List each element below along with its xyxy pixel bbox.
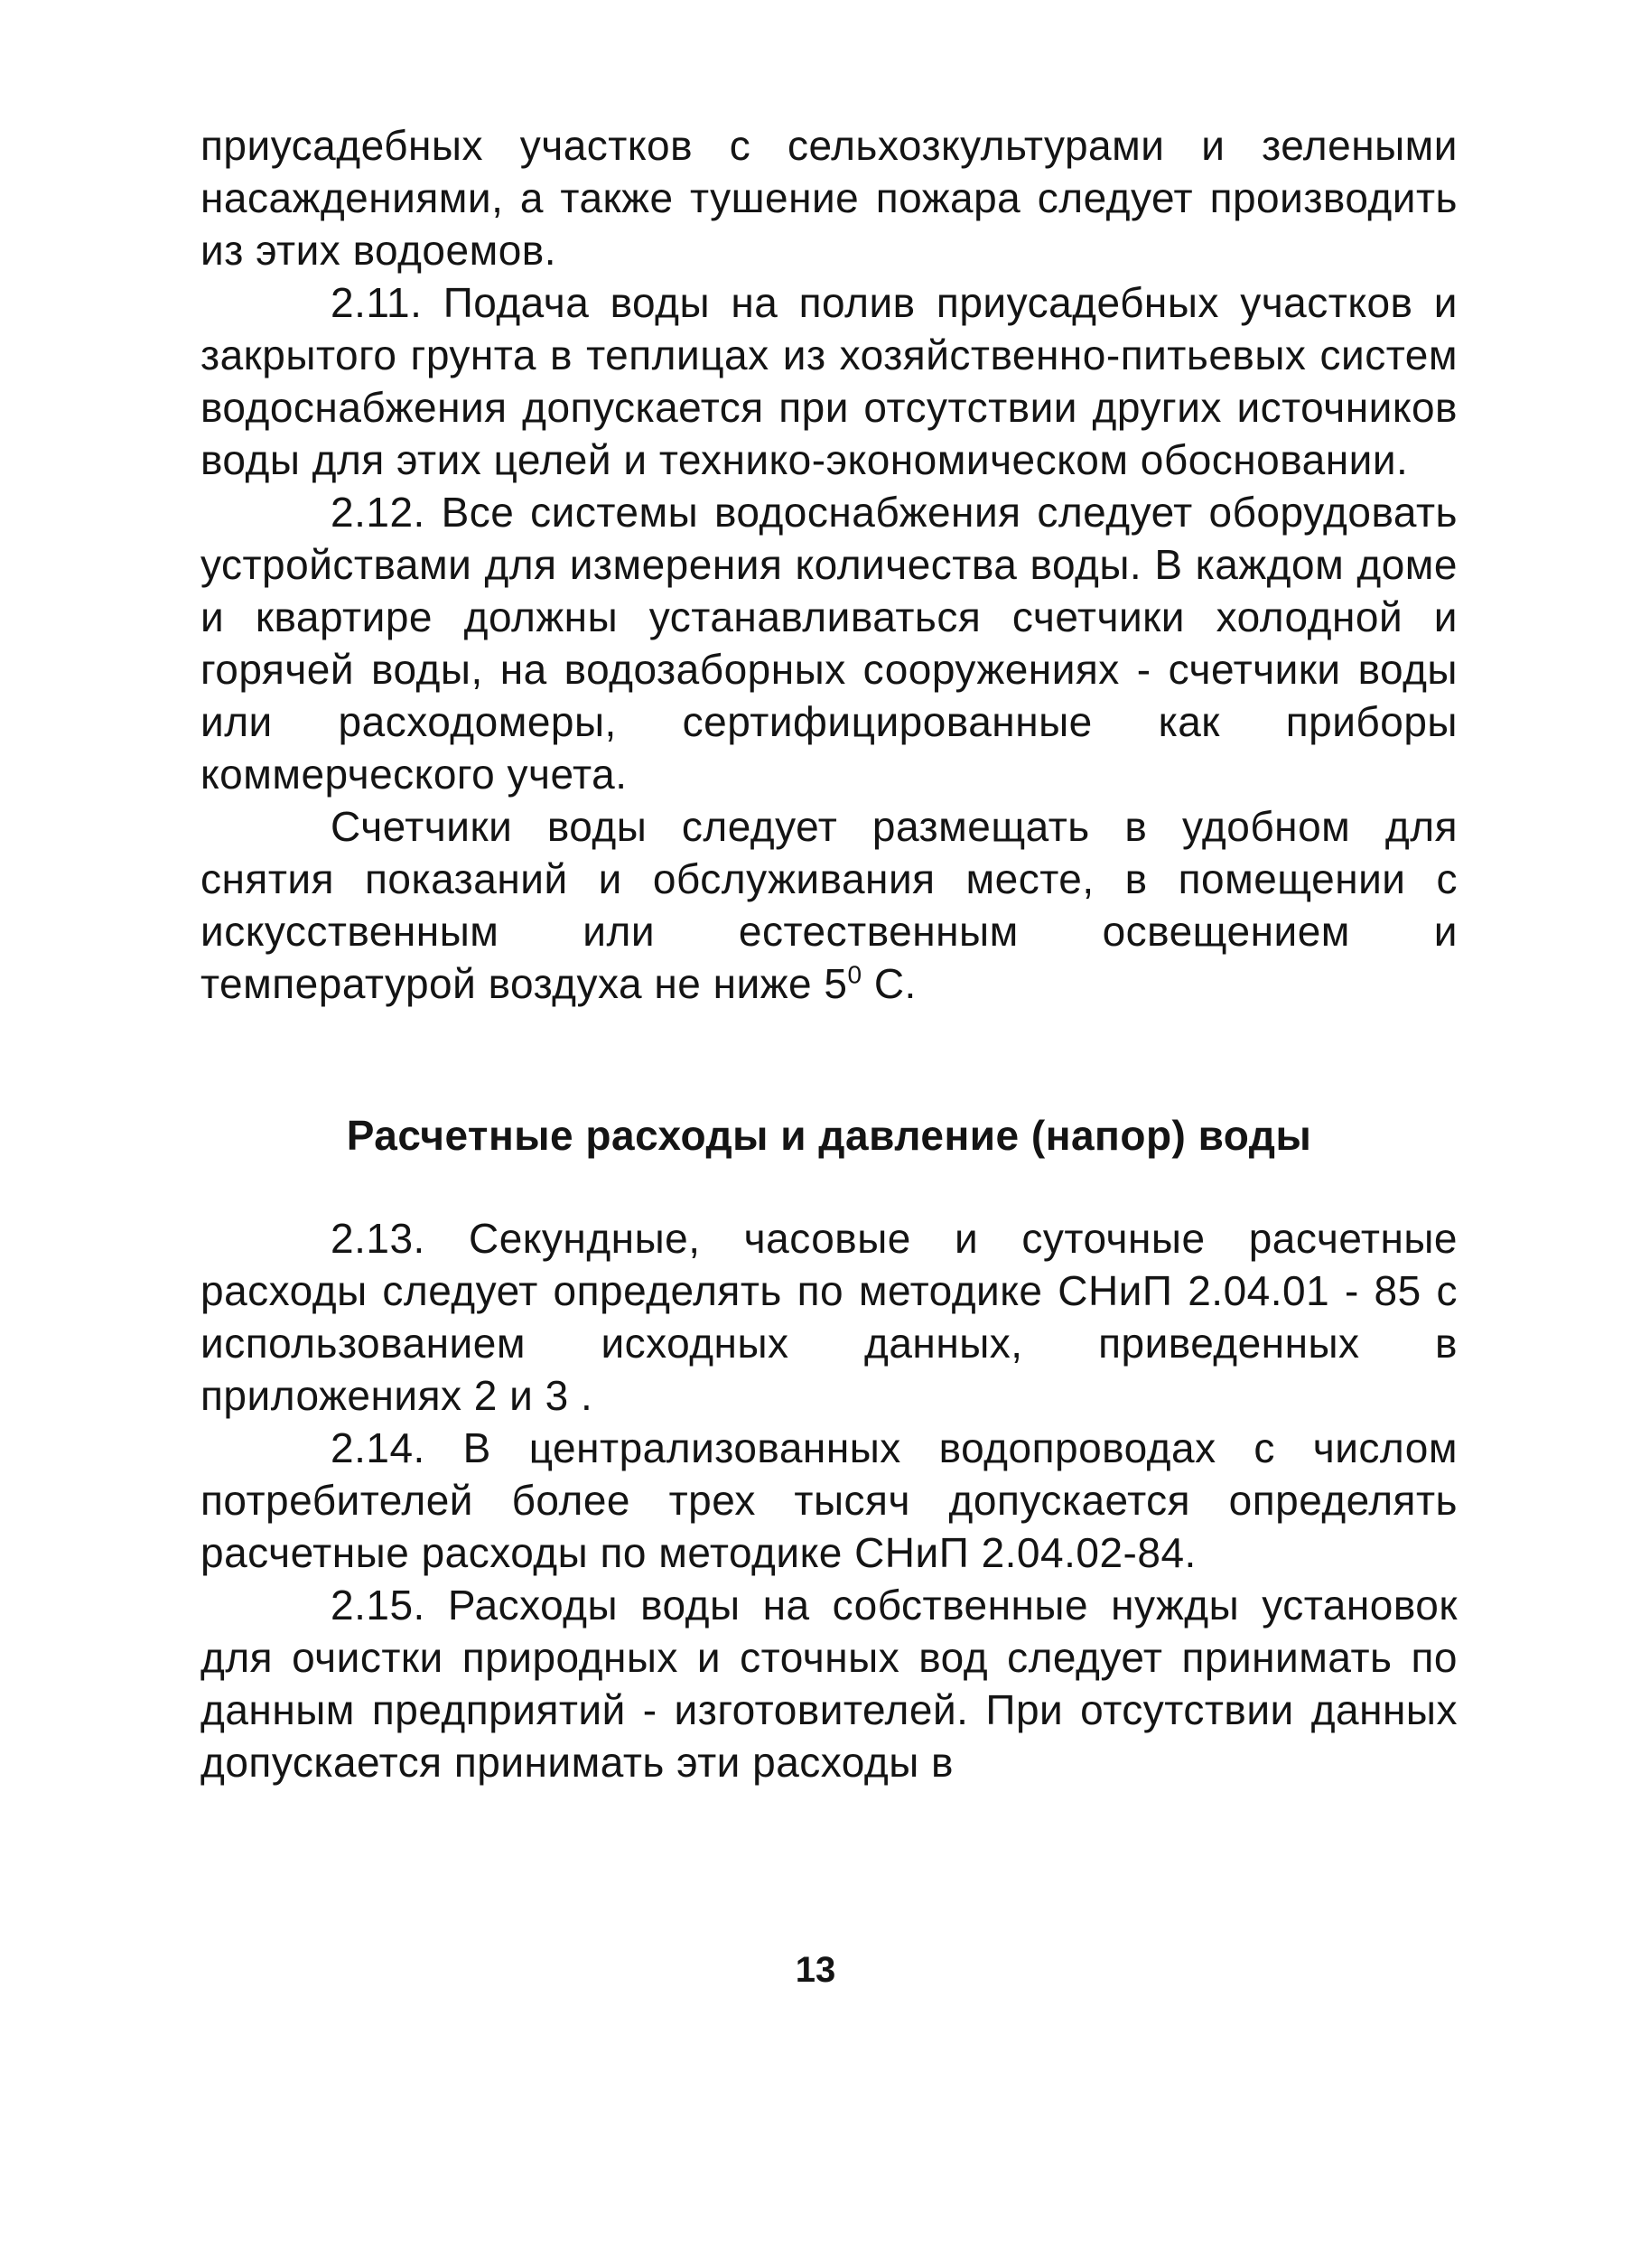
paragraph-meters-placement [200,800,1458,1010]
paragraph-2-11: 2.11. Подача воды на полив приусадебных участков и закрытого грунта в теплицах из хозяйственно-питьевых систем водоснабжения допускается при отсутствии других источников воды для этих целей и технико-экономическом обосновании. [200,279,1458,483]
paragraph-2-15: 2.15. Расходы воды на собственные нужды установок для очистки природных и сточных вод следует принимать по данным предприятий - изготовителей. При отсутствии данных допускается принимать эти расходы в [200,1582,1458,1786]
page-number: 13 [795,1950,836,1990]
text-block-top [200,119,1458,1010]
section-heading: Расчетные расходы и давление (напор) воды [346,1112,1312,1159]
text-block-bottom [200,1212,1458,1788]
paragraph-2-13: 2.13. Секундные, часовые и суточные расчетные расходы следует определять по методике СНиП 2.04.01 - 85 с использованием исходных данных, приведенных в приложениях 2 и 3 . [200,1215,1458,1419]
meters-text: Счетчики воды следует размещать в удобном для снятия показаний и обслуживания месте, в помещении с искусственным или естественным освещением и температурой воздуха не ниже 5 [200,803,1458,1007]
paragraph-continuation: приусадебных участков с сельхозкультурами и зелеными насаждениями, а также тушение пожара следует производить из этих водоемов. [200,122,1458,274]
degree-superscript: 0 [847,960,862,989]
paragraph-2-12: 2.12. Все системы водоснабжения следует оборудовать устройствами для измерения количества воды. В каждом доме и квартире должны устанавливаться счетчики холодной и горячей воды, на водозаборных сооружениях - счетчики воды или расходомеры, сертифицированные как приборы коммерческого учета. [200,489,1458,798]
paragraph-2-14: 2.14. В централизованных водопроводах с числом потребителей более трех тысяч допускается определять расчетные расходы по методике СНиП 2.04.02-84. [200,1424,1458,1576]
meters-text-end: С. [862,960,917,1007]
